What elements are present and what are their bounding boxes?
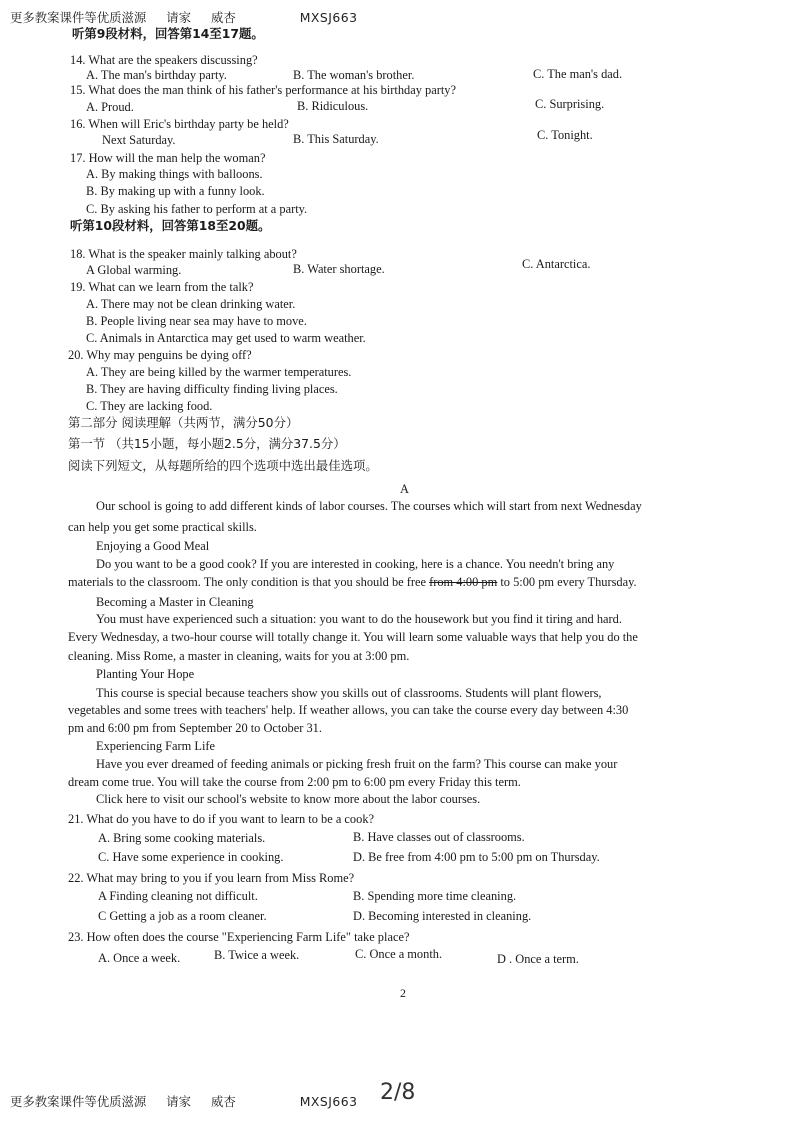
q14-option-c: C. The man's dad. bbox=[533, 67, 623, 81]
q21-option-d: D. Be free from 4:00 pm to 5:00 pm on Thursday. bbox=[353, 850, 600, 864]
q15-option-c: C. Surprising. bbox=[535, 97, 605, 111]
passage-line: Our school is going to add different kinds of labor courses. The courses which will start from next Wednesday bbox=[96, 499, 642, 513]
q15-option-a: A. Proud. bbox=[86, 100, 134, 114]
watermark-code: MXSJ663 bbox=[299, 1094, 358, 1109]
q16-option-a: Next Saturday. bbox=[102, 133, 176, 147]
q23-option-a: A. Once a week. bbox=[98, 951, 181, 965]
watermark-text: 威杏 bbox=[210, 10, 236, 25]
top-watermark bbox=[10, 8, 358, 26]
course-heading: Planting Your Hope bbox=[96, 667, 195, 681]
passage-line: pm and 6:00 pm from September 20 to October 31. bbox=[68, 721, 322, 735]
watermark-text: 请家 bbox=[166, 10, 192, 25]
passage-line: Do you want to be a good cook? If you are interested in cooking, here is a chance. You needn't bring any bbox=[96, 557, 615, 571]
q22-option-c: C Getting a job as a room cleaner. bbox=[98, 909, 267, 923]
watermark-text: 威杏 bbox=[210, 1094, 236, 1109]
q19-option-c: C. Animals in Antarctica may get used to warm weather. bbox=[86, 331, 366, 345]
section10-intro: 听第10段材料，回答第18至20题。 bbox=[70, 218, 271, 233]
instruction: 阅读下列短文，从每题所给的四个选项中选出最佳选项。 bbox=[68, 458, 378, 473]
q20-option-c: C. They are lacking food. bbox=[86, 399, 213, 413]
passage-line: You must have experienced such a situation: you want to do the housework but you find it tiring and hard. bbox=[96, 612, 622, 626]
passage-label: A bbox=[400, 482, 409, 496]
q23-option-b: B. Twice a week. bbox=[214, 948, 300, 962]
watermark-text: 请家 bbox=[166, 1094, 192, 1109]
passage-line: This course is special because teachers show you skills out of classrooms. Students will plant flowers, bbox=[96, 686, 602, 700]
q21-option-c: C. Have some experience in cooking. bbox=[98, 850, 284, 864]
q22-option-a: A Finding cleaning not difficult. bbox=[98, 889, 258, 903]
q20-stem: 20. Why may penguins be dying off? bbox=[68, 348, 252, 362]
q16-option-b: B. This Saturday. bbox=[293, 132, 379, 146]
passage-line: cleaning. Miss Rome, a master in cleaning, waits for you at 3:00 pm. bbox=[68, 649, 410, 663]
passage-line: dream come true. You will take the course from 2:00 pm to 6:00 pm every Friday this term. bbox=[68, 775, 521, 789]
q18-stem: 18. What is the speaker mainly talking about? bbox=[70, 247, 297, 261]
page-footer-number: 2 bbox=[400, 986, 406, 1000]
q16-stem: 16. When will Eric's birthday party be held? bbox=[70, 117, 289, 131]
q21-stem: 21. What do you have to do if you want to learn to be a cook? bbox=[68, 812, 375, 826]
q19-option-b: B. People living near sea may have to move. bbox=[86, 314, 307, 328]
page-indicator: 2/8 bbox=[380, 1080, 416, 1105]
bottom-watermark bbox=[10, 1092, 358, 1110]
q18-option-c: C. Antarctica. bbox=[522, 257, 591, 271]
part-title: 第二部分 阅读理解（共两节，满分50分） bbox=[68, 415, 299, 430]
q18-option-b: B. Water shortage. bbox=[293, 262, 385, 276]
course-heading: Enjoying a Good Meal bbox=[96, 539, 210, 553]
q22-stem: 22. What may bring to you if you learn from Miss Rome? bbox=[68, 871, 355, 885]
section-title: 第一节 （共15小题，每小题2.5分，满分37.5分） bbox=[68, 436, 346, 451]
q15-option-b: B. Ridiculous. bbox=[297, 99, 369, 113]
passage-line: Have you ever dreamed of feeding animals or picking fresh fruit on the farm? This course can make your bbox=[96, 757, 618, 771]
q20-option-a: A. They are being killed by the warmer temperatures. bbox=[86, 365, 352, 379]
q17-option-c: C. By asking his father to perform at a party. bbox=[86, 202, 308, 216]
passage-line: materials to the classroom. The only condition is that you should be free from 4:00 pm to 5:00 pm every Thursday. bbox=[68, 575, 637, 589]
section9-intro: 听第9段材料，回答第14至17题。 bbox=[72, 26, 264, 41]
q23-stem: 23. How often does the course "Experiencing Farm Life" take place? bbox=[68, 930, 410, 944]
watermark-text: 更多教案课件等优质滋源 bbox=[10, 1094, 147, 1109]
q16-option-c: C. Tonight. bbox=[537, 128, 593, 142]
q18-option-a: A Global warming. bbox=[86, 263, 182, 277]
passage-line: Click here to visit our school's website to know more about the labor courses. bbox=[96, 792, 481, 806]
q17-option-b: B. By making up with a funny look. bbox=[86, 184, 265, 198]
q14-stem: 14. What are the speakers discussing? bbox=[70, 53, 258, 67]
course-heading: Experiencing Farm Life bbox=[96, 739, 216, 753]
q22-option-d: D. Becoming interested in cleaning. bbox=[353, 909, 532, 923]
watermark-text: 更多教案课件等优质滋源 bbox=[10, 10, 147, 25]
passage-line: vegetables and some trees with teachers' help. If weather allows, you can take the course every day between 4:30 bbox=[68, 703, 629, 717]
passage-line: can help you get some practical skills. bbox=[68, 520, 257, 534]
q15-stem: 15. What does the man think of his father's performance at his birthday party? bbox=[70, 83, 456, 97]
q21-option-b: B. Have classes out of classrooms. bbox=[353, 830, 525, 844]
q14-option-a: A. The man's birthday party. bbox=[86, 68, 227, 82]
q23-option-c: C. Once a month. bbox=[355, 947, 443, 961]
q19-option-a: A. There may not be clean drinking water. bbox=[86, 297, 296, 311]
q20-option-b: B. They are having difficulty finding living places. bbox=[86, 382, 338, 396]
q22-option-b: B. Spending more time cleaning. bbox=[353, 889, 517, 903]
course-heading: Becoming a Master in Cleaning bbox=[96, 595, 254, 609]
q17-option-a: A. By making things with balloons. bbox=[86, 167, 263, 181]
q23-option-d: D . Once a term. bbox=[497, 952, 579, 966]
watermark-code: MXSJ663 bbox=[299, 10, 358, 25]
q19-stem: 19. What can we learn from the talk? bbox=[70, 280, 254, 294]
q17-stem: 17. How will the man help the woman? bbox=[70, 151, 266, 165]
q21-option-a: A. Bring some cooking materials. bbox=[98, 831, 266, 845]
passage-line: Every Wednesday, a two-hour course will totally change it. You will learn some valuable ways that help you do the bbox=[68, 630, 638, 644]
q14-option-b: B. The woman's brother. bbox=[293, 68, 415, 82]
